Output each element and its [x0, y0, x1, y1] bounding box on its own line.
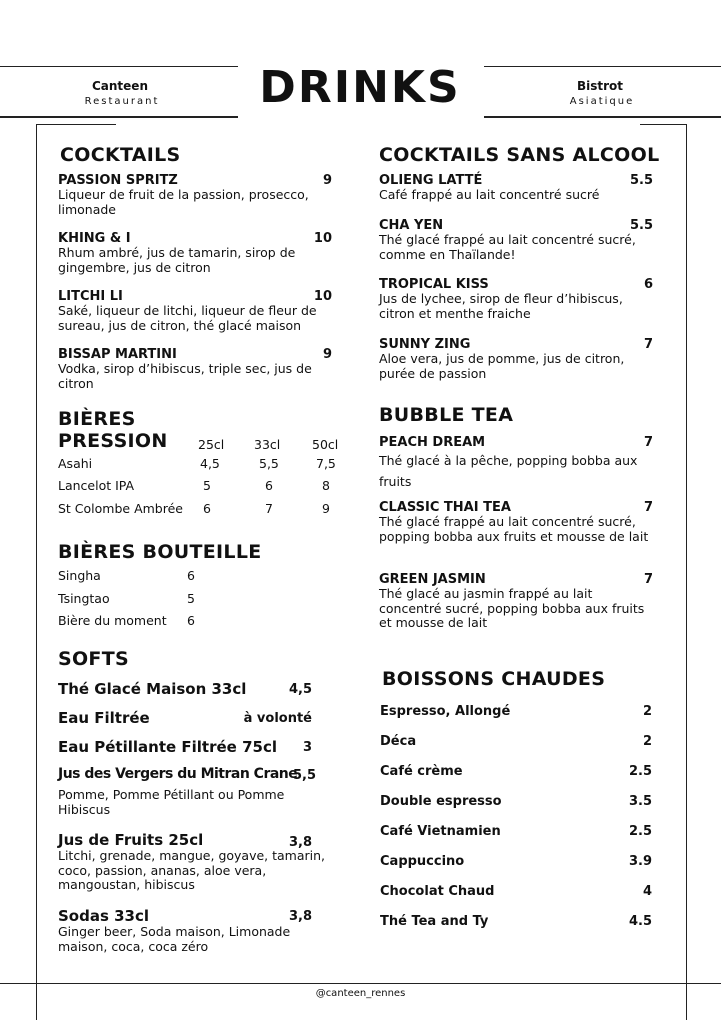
bubble-tea-item: PEACH DREAM 7 Thé glacé à la pêche, popping bobba aux fruits — [379, 435, 653, 489]
beer-price: 4,5 — [200, 456, 220, 471]
soft-item: Sodas 33cl 3,8 Ginger beer, Soda maison, Limonade maison, coca, coca zéro — [58, 907, 312, 954]
beer-price: 5 — [187, 591, 195, 606]
cocktails-heading: COCKTAILS — [60, 144, 181, 166]
beer-price: 6 — [265, 478, 273, 493]
sans-alcool-item: OLIENG LATTÉ 5.5 Café frappé au lait concentré sucré — [379, 173, 653, 202]
hot-drink-item: Double espresso 3.5 — [380, 794, 652, 809]
sans-alcool-heading: COCKTAILS SANS ALCOOL — [379, 144, 660, 166]
hot-drink-item: Thé Tea and Ty 4.5 — [380, 914, 652, 929]
frame-line-left — [36, 124, 37, 1020]
beer-name: Asahi — [58, 456, 93, 471]
bieres-pression-heading-2: PRESSION — [58, 430, 168, 452]
soft-item: Jus de Fruits 25cl 3,8 Litchi, grenade, mangue, goyave, tamarin, coco, passion, ananas, aloe vera, mangoustan, hibiscus — [58, 831, 326, 892]
header-rule-right-bottom — [484, 116, 721, 118]
beer-price: 5,5 — [259, 456, 279, 471]
page-title: DRINKS — [259, 62, 461, 113]
hot-drink-item: Chocolat Chaud 4 — [380, 884, 652, 899]
footer-rule — [0, 983, 721, 984]
softs-heading: SOFTS — [58, 648, 129, 670]
brand-right-sub: Asiatique — [569, 96, 635, 107]
bubble-tea-item: GREEN JASMIN 7 Thé glacé au jasmin frappé au lait concentré sucré, popping bobba aux fruits et mousse de lait — [379, 572, 653, 630]
cocktail-item: LITCHI LI 10 Saké, liqueur de litchi, liqueur de fleur de sureau, jus de citron, thé glacé maison — [58, 289, 332, 333]
brand-left-name: Canteen — [91, 79, 148, 93]
brand-left-sub: Restaurant — [84, 96, 160, 107]
beer-name: Lancelot IPA — [58, 478, 135, 493]
soft-item: Thé Glacé Maison 33cl 4,5 — [58, 680, 312, 698]
cocktail-item: BISSAP MARTINI 9 Vodka, sirop d’hibiscus, triple sec, jus de citron — [58, 347, 332, 391]
sans-alcool-item: SUNNY ZING 7 Aloe vera, jus de pomme, jus de citron, purée de passion — [379, 337, 653, 381]
beer-price: 6 — [187, 613, 195, 628]
frame-line-top-left — [36, 124, 116, 125]
brand-right-name: Bistrot — [576, 79, 624, 93]
sans-alcool-item: CHA YEN 5.5 Thé glacé frappé au lait concentré sucré, comme en Thaïlande! — [379, 218, 653, 262]
footer-handle: @canteen_rennes — [315, 988, 406, 999]
beer-price: 7,5 — [316, 456, 336, 471]
beer-price: 6 — [187, 568, 195, 583]
hot-drink-item: Déca 2 — [380, 734, 652, 749]
frame-line-top-right — [640, 124, 686, 125]
hot-drink-item: Café Vietnamien 2.5 — [380, 824, 652, 839]
bieres-bouteille-heading: BIÈRES BOUTEILLE — [58, 541, 262, 563]
header-rule-right-top — [484, 66, 721, 67]
size-label: 33cl — [254, 437, 281, 452]
bubble-tea-heading: BUBBLE TEA — [379, 404, 514, 426]
soft-item: Eau Pétillante Filtrée 75cl 3 — [58, 738, 312, 756]
bieres-pression-heading-1: BIÈRES — [58, 408, 136, 430]
header-rule-left-bottom — [0, 116, 238, 118]
cocktail-item: PASSION SPRITZ 9 Liqueur de fruit de la passion, prosecco, limonade — [58, 173, 332, 217]
soft-item: Eau Filtrée à volonté — [58, 709, 312, 727]
hot-drink-item: Espresso, Allongé 2 — [380, 704, 652, 719]
beer-name: St Colombe Ambrée — [58, 501, 183, 516]
bubble-tea-item: CLASSIC THAI TEA 7 Thé glacé frappé au lait concentré sucré, popping bobba aux fruits et mousse de lait — [379, 500, 653, 544]
beer-name: Bière du moment — [58, 613, 167, 628]
boissons-chaudes-heading: BOISSONS CHAUDES — [382, 668, 606, 690]
size-label: 25cl — [198, 437, 225, 452]
beer-name: Singha — [58, 568, 101, 583]
beer-price: 6 — [203, 501, 211, 516]
hot-drink-item: Café crème 2.5 — [380, 764, 652, 779]
soft-item: Jus des Vergers du Mitran Crane 5,5 Pomme, Pomme Pétillant ou Pomme Hibiscus — [58, 766, 316, 817]
header-rule-left-top — [0, 66, 238, 67]
size-label: 50cl — [312, 437, 339, 452]
cocktail-item: KHING & I 10 Rhum ambré, jus de tamarin, sirop de gingembre, jus de citron — [58, 231, 332, 275]
beer-price: 5 — [203, 478, 211, 493]
beer-price: 8 — [322, 478, 330, 493]
hot-drink-item: Cappuccino 3.9 — [380, 854, 652, 869]
beer-name: Tsingtao — [58, 591, 110, 606]
beer-price: 9 — [322, 501, 330, 516]
frame-line-right — [686, 124, 687, 1020]
beer-price: 7 — [265, 501, 273, 516]
sans-alcool-item: TROPICAL KISS 6 Jus de lychee, sirop de fleur d’hibiscus, citron et menthe fraiche — [379, 277, 653, 321]
